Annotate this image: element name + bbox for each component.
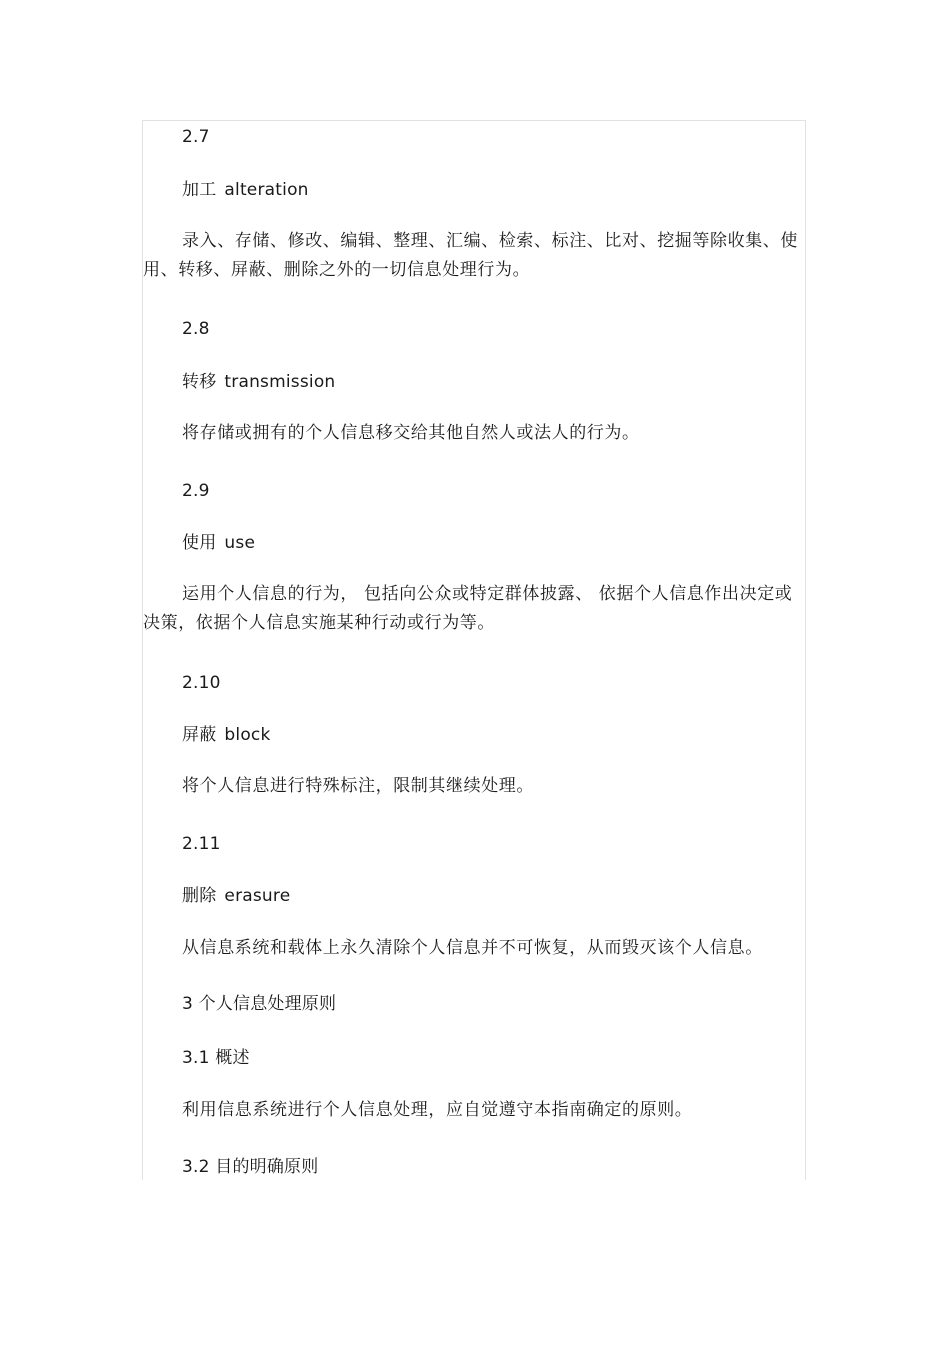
term-en: transmission [224, 372, 336, 392]
chapter-heading: 3 个人信息处理原则 [182, 994, 337, 1014]
term-zh: 屏蔽 [182, 725, 217, 745]
section-number: 2.10 [182, 673, 221, 693]
term-heading [182, 886, 290, 906]
term-zh: 转移 [182, 372, 217, 392]
term-en: erasure [224, 886, 291, 906]
term-en: block [224, 725, 271, 745]
body-paragraph: 利用信息系统进行个人信息处理，应自觉遵守本指南确定的原则。 [182, 1100, 693, 1120]
subsection-heading: 3.2 目的明确原则 [182, 1157, 319, 1177]
section-number: 2.11 [182, 834, 221, 854]
term-heading [182, 725, 271, 745]
definition-paragraph: 将个人信息进行特殊标注，限制其继续处理。 [182, 776, 534, 796]
definition-paragraph: 录入、存储、修改、编辑、整理、汇编、检索、标注、比对、挖掘等除收集、使用、转移、屏蔽、删除之外的一切信息处理行为。 [143, 231, 798, 280]
term-en: use [224, 533, 256, 553]
definition-paragraph: 从信息系统和载体上永久清除个人信息并不可恢复，从而毁灭该个人信息。 [182, 938, 763, 958]
subsection-heading: 3.1 概述 [182, 1048, 250, 1068]
section-number: 2.7 [182, 127, 210, 147]
term-heading [182, 180, 309, 200]
term-zh: 删除 [182, 886, 217, 906]
term-en: alteration [224, 180, 309, 200]
definition-paragraph: 将存储或拥有的个人信息移交给其他自然人或法人的行为。 [182, 423, 640, 443]
section-number: 2.9 [182, 481, 210, 501]
term-heading [182, 533, 255, 553]
term-zh: 加工 [182, 180, 217, 200]
term-zh: 使用 [182, 533, 217, 553]
definition-paragraph: 运用个人信息的行为， 包括向公众或特定群体披露、 依据个人信息作出决定或决策，依据个人信息实施某种行动或行为等。 [143, 584, 793, 633]
section-number: 2.8 [182, 319, 210, 339]
term-heading [182, 372, 335, 392]
